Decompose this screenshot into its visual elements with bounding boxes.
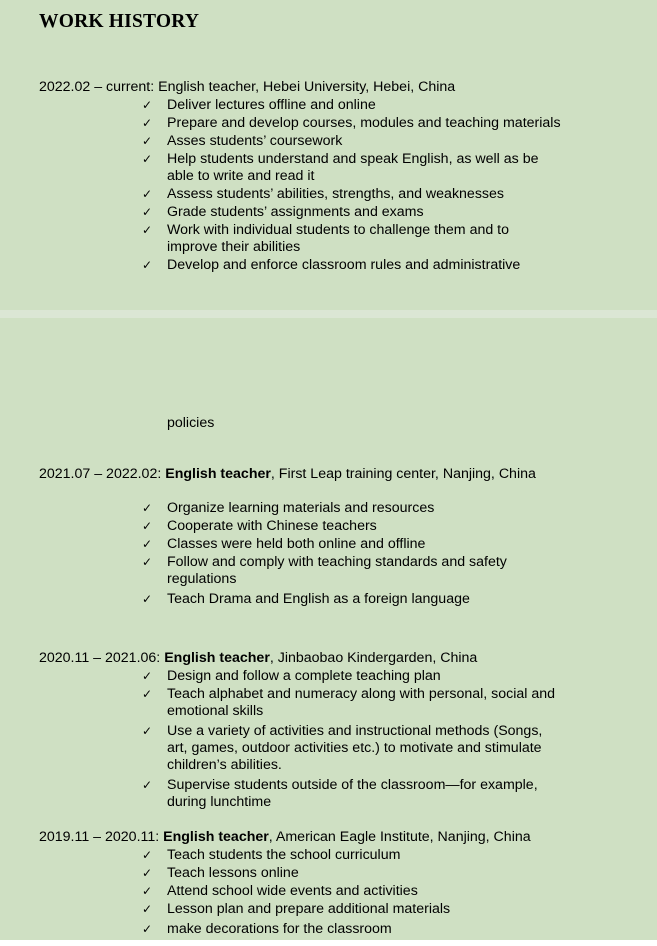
checkmark-icon: ✓ xyxy=(142,152,153,166)
checkmark-icon: ✓ xyxy=(142,519,153,533)
checkmark-icon: ✓ xyxy=(142,866,153,880)
job-dates: 2021.07 – 2022.02: xyxy=(39,466,162,482)
list-item: ✓ Help students understand and speak English, as well as be able to write and read it xyxy=(142,151,539,184)
list-item: ✓ Teach students the school curriculum xyxy=(142,847,401,863)
checkmark-icon: ✓ xyxy=(142,778,153,792)
list-item: ✓ Grade students’ assignments and exams xyxy=(142,204,424,220)
list-item: ✓ Follow and comply with teaching standards and safety regulations xyxy=(142,554,507,587)
list-item: ✓ Classes were held both online and offline xyxy=(142,536,426,552)
job-3-duties xyxy=(0,668,562,812)
list-item: ✓ Attend school wide events and activities xyxy=(142,883,418,899)
list-item: ✓ Asses students’ coursework xyxy=(142,133,343,149)
checkmark-icon: ✓ xyxy=(142,187,153,201)
checkmark-icon: ✓ xyxy=(142,922,153,936)
job-dates: 2020.11 – 2021.06: xyxy=(39,650,161,666)
checkmark-icon: ✓ xyxy=(142,592,153,606)
job-org: Hebei University, Hebei, China xyxy=(263,79,456,95)
list-item: ✓ Develop and enforce classroom rules and administrative xyxy=(142,257,521,273)
page-break xyxy=(0,310,657,318)
job-title: English teacher, xyxy=(158,79,260,95)
checkmark-icon: ✓ xyxy=(142,884,153,898)
list-item: ✓ Teach Drama and English as a foreign language xyxy=(142,591,470,607)
page-2 xyxy=(0,318,657,940)
checkmark-icon: ✓ xyxy=(142,669,153,683)
bullet-continuation: policies xyxy=(167,415,215,431)
job-title-4 xyxy=(39,829,531,845)
checkmark-icon: ✓ xyxy=(142,902,153,916)
list-item: ✓ Use a variety of activities and instructional methods (Songs, art, games, outdoor activities etc.) to motivate and stimulate children’s abilities. xyxy=(142,723,543,773)
list-item: ✓ Teach lessons online xyxy=(142,865,299,881)
job-1-duties xyxy=(0,97,562,275)
list-item: ✓ Organize learning materials and resources xyxy=(142,500,435,516)
checkmark-icon: ✓ xyxy=(142,223,153,237)
checkmark-icon: ✓ xyxy=(142,258,153,272)
checkmark-icon: ✓ xyxy=(142,724,153,738)
checkmark-icon: ✓ xyxy=(142,205,153,219)
job-title: English teacher xyxy=(164,650,270,666)
list-item: ✓ Deliver lectures offline and online xyxy=(142,97,376,113)
checkmark-icon: ✓ xyxy=(142,116,153,130)
checkmark-icon: ✓ xyxy=(142,501,153,515)
section-heading: WORK HISTORY xyxy=(39,11,200,32)
job-title-1 xyxy=(39,79,455,95)
checkmark-icon: ✓ xyxy=(142,687,153,701)
list-item: ✓ Cooperate with Chinese teachers xyxy=(142,518,377,534)
page-1 xyxy=(0,0,657,310)
job-org: , Jinbaobao Kindergarden, China xyxy=(269,650,478,666)
job-org: , American Eagle Institute, Nanjing, China xyxy=(268,829,531,845)
checkmark-icon: ✓ xyxy=(142,98,153,112)
list-item: ✓ Assess students’ abilities, strengths, and weaknesses xyxy=(142,186,504,202)
job-4-duties xyxy=(0,847,562,939)
checkmark-icon: ✓ xyxy=(142,134,153,148)
list-item: ✓ Design and follow a complete teaching plan xyxy=(142,668,441,684)
job-dates: 2019.11 – 2020.11: xyxy=(39,829,160,845)
checkmark-icon: ✓ xyxy=(142,555,153,569)
job-2-duties xyxy=(0,500,562,609)
job-title-3 xyxy=(39,650,477,666)
job-dates: 2022.02 – current: xyxy=(39,79,155,95)
job-org: , First Leap training center, Nanjing, China xyxy=(270,466,536,482)
list-item: ✓ make decorations for the classroom xyxy=(142,921,392,937)
checkmark-icon: ✓ xyxy=(142,848,153,862)
list-item: ✓ Work with individual students to challenge them and to improve their abilities xyxy=(142,222,510,255)
list-item: ✓ Supervise students outside of the classroom—for example, during lunchtime xyxy=(142,777,538,810)
list-item: ✓ Teach alphabet and numeracy along with personal, social and emotional skills xyxy=(142,686,556,719)
job-title: English teacher xyxy=(163,829,269,845)
job-title-2 xyxy=(39,466,536,482)
checkmark-icon: ✓ xyxy=(142,537,153,551)
list-item: ✓ Prepare and develop courses, modules and teaching materials xyxy=(142,115,561,131)
list-item: ✓ Lesson plan and prepare additional materials xyxy=(142,901,451,917)
job-title: English teacher xyxy=(165,466,271,482)
